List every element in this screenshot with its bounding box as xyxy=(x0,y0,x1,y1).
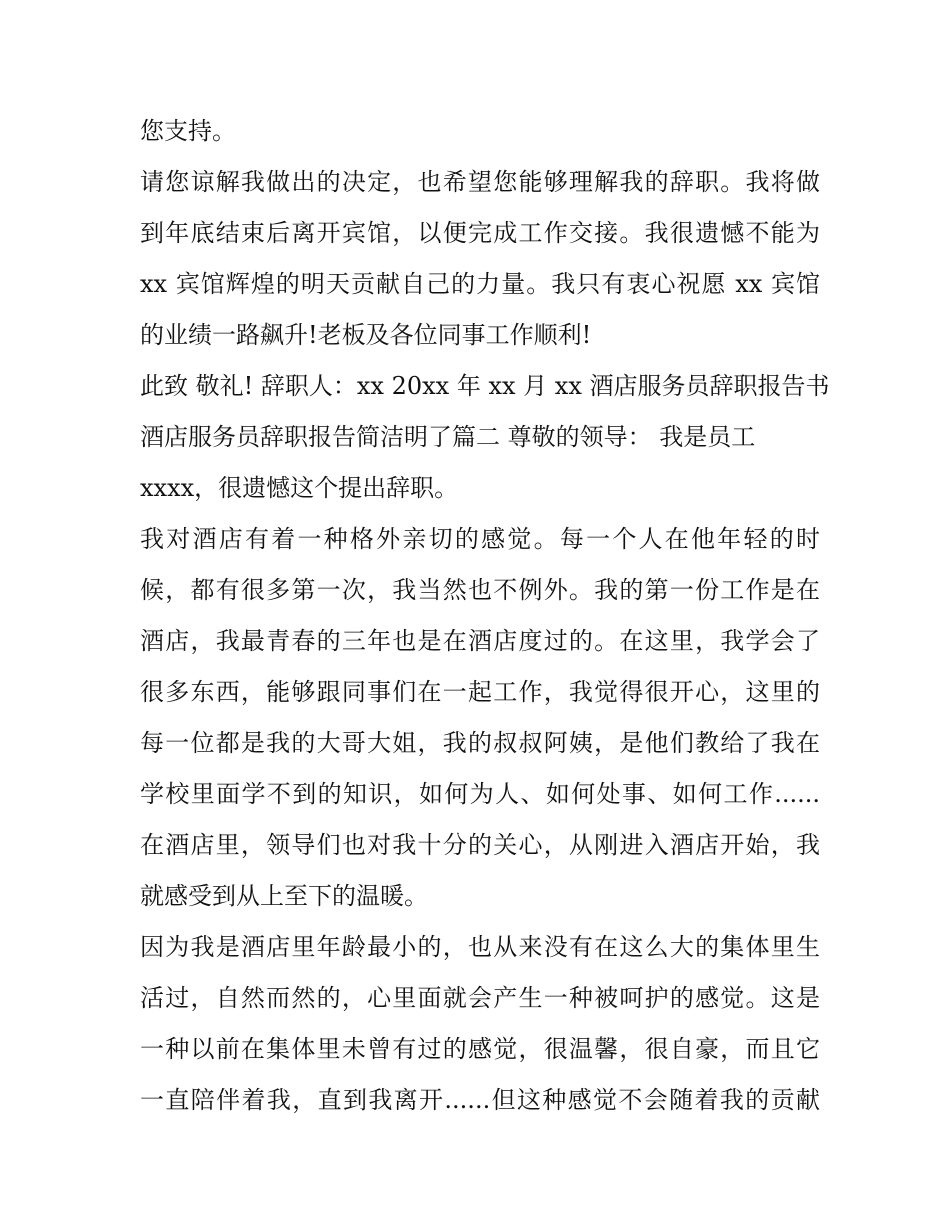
text-line: 我对酒店有着一种格外亲切的感觉。每一个人在他年轻的时 xyxy=(140,525,820,553)
text-line: 的业绩一路飙升!老板及各位同事工作顺利! xyxy=(140,321,592,349)
text-line: 因为我是酒店里年龄最小的，也从来没有在这么大的集体里生 xyxy=(140,933,820,961)
text-line: 很多东西，能够跟同事们在一起工作，我觉得很开心，这里的 xyxy=(140,678,820,706)
text-line: 在酒店里，领导们也对我十分的关心，从刚进入酒店开始，我 xyxy=(140,831,820,859)
text-line: 请您谅解我做出的决定，也希望您能够理解我的辞职。我将做 xyxy=(140,168,820,196)
text-line: 一直陪伴着我，直到我离开......但这种感觉不会随着我的贡献 xyxy=(140,1086,820,1114)
text-line: xxxx，很遗憾这个提出辞职。 xyxy=(140,474,459,502)
text-line: xx 宾馆辉煌的明天贡献自己的力量。我只有衷心祝愿 xx 宾馆 xyxy=(140,270,820,298)
text-line: 一种以前在集体里未曾有过的感觉，很温馨，很自豪，而且它 xyxy=(140,1035,820,1063)
text-line: 到年底结束后离开宾馆，以便完成工作交接。我很遗憾不能为 xyxy=(140,219,820,247)
text-line: 每一位都是我的大哥大姐，我的叔叔阿姨，是他们教给了我在 xyxy=(140,729,820,757)
text-line: 候，都有很多第一次，我当然也不例外。我的第一份工作是在 xyxy=(140,576,820,604)
text-line: 就感受到从上至下的温暖。 xyxy=(140,882,428,910)
text-line: 活过，自然而然的，心里面就会产生一种被呵护的感觉。这是 xyxy=(140,984,820,1012)
body-text xyxy=(140,106,830,1126)
text-line: 酒店服务员辞职报告简洁明了篇二 尊敬的领导： 我是员工 xyxy=(140,423,756,451)
text-line: 酒店，我最青春的三年也是在酒店度过的。在这里，我学会了 xyxy=(140,627,820,655)
text-line: 您支持。 xyxy=(140,117,236,145)
text-line: 学校里面学不到的知识，如何为人、如何处事、如何工作...... xyxy=(140,780,820,808)
text-line: 此致 敬礼! 辞职人：xx 20xx 年 xx 月 xx 酒店服务员辞职报告书 xyxy=(140,372,830,400)
